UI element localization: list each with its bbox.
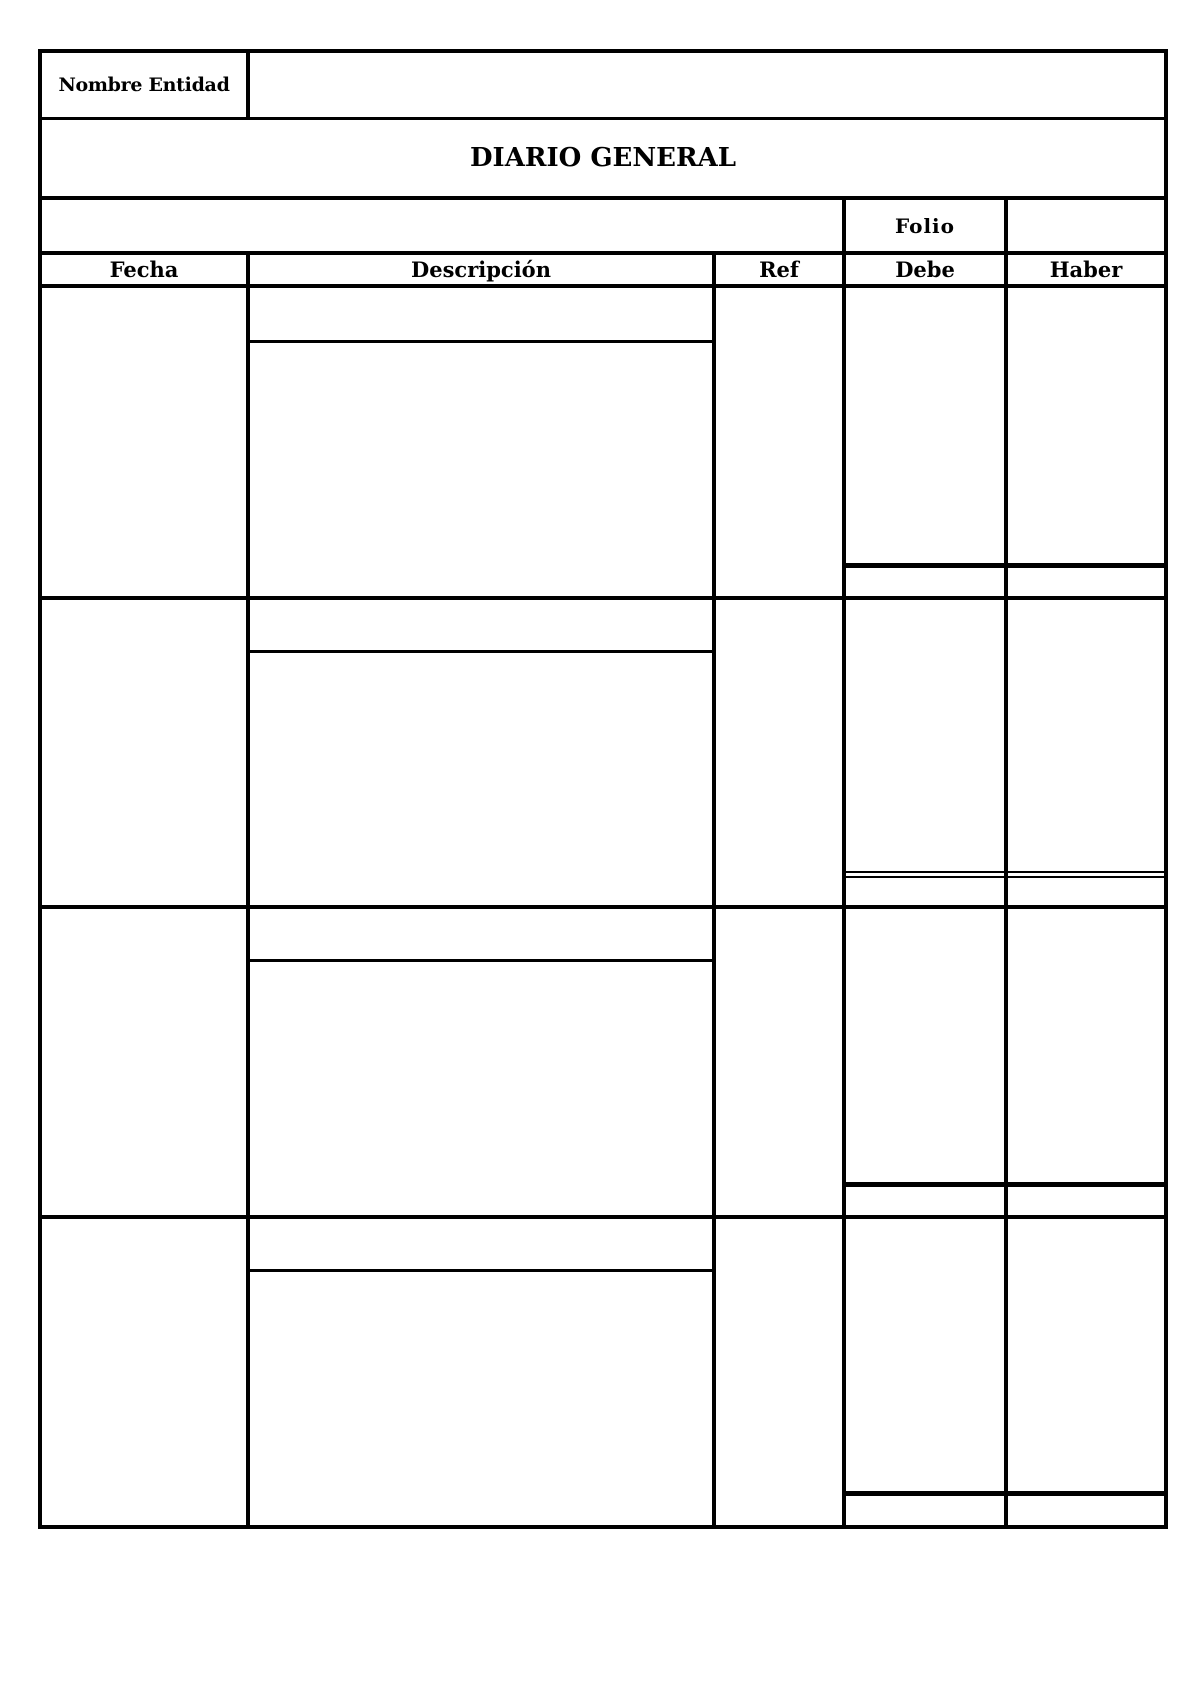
entry-fecha-field[interactable] [42,598,246,903]
entry-detalle-field[interactable] [250,344,712,594]
entry-haber-field[interactable] [1008,907,1164,1181]
column-header-descripcion: Descripción [411,257,551,282]
entry-ref-field[interactable] [716,1217,842,1522]
folio-number-field[interactable] [1008,200,1164,252]
entry-total-haber-field[interactable] [1008,568,1164,594]
entry-detalle-field[interactable] [250,654,712,903]
entry-cuenta-field[interactable] [250,907,712,959]
entry-totals-divider [846,1491,1164,1496]
entry-total-haber-field[interactable] [1008,1187,1164,1213]
entity-label: Nombre Entidad [58,74,230,96]
entry-description-divider [250,340,712,343]
entry-totals-divider [846,563,1164,568]
entry-cuenta-field[interactable] [250,288,712,340]
entry-total-debe-field[interactable] [846,568,1004,594]
entry-detalle-field[interactable] [250,963,712,1213]
entry-totals-divider [846,1182,1164,1187]
entry-totals-divider-second [846,876,1164,878]
entry-total-haber-field[interactable] [1008,1496,1164,1522]
entry-description-divider [250,959,712,962]
entry-debe-field[interactable] [846,598,1004,871]
column-header-debe: Debe [895,257,955,282]
column-header-haber: Haber [1049,257,1123,282]
entry-haber-field[interactable] [1008,598,1164,871]
entry-ref-field[interactable] [716,288,842,594]
entry-description-divider [250,1269,712,1272]
column-header-fecha: Fecha [109,257,179,282]
entry-total-haber-field[interactable] [1008,877,1164,903]
entry-ref-field[interactable] [716,907,842,1213]
entry-totals-divider [846,871,1164,873]
entry-fecha-field[interactable] [42,1217,246,1522]
entry-description-divider [250,650,712,653]
entry-cuenta-field[interactable] [250,1217,712,1269]
entry-debe-field[interactable] [846,907,1004,1181]
entry-ref-field[interactable] [716,598,842,903]
entry-total-debe-field[interactable] [846,1496,1004,1522]
entry-haber-field[interactable] [1008,1217,1164,1490]
entry-detalle-field[interactable] [250,1273,712,1522]
entry-fecha-field[interactable] [42,288,246,594]
entry-cuenta-field[interactable] [250,598,712,650]
entry-debe-field[interactable] [846,288,1004,562]
entry-total-debe-field[interactable] [846,877,1004,903]
page-title: DIARIO GENERAL [469,143,737,173]
entity-name-field[interactable] [250,53,1164,117]
entry-fecha-field[interactable] [42,907,246,1213]
folio-blank-area [42,200,842,252]
entry-debe-field[interactable] [846,1217,1004,1490]
entry-haber-field[interactable] [1008,288,1164,562]
entry-total-debe-field[interactable] [846,1187,1004,1213]
folio-label: Folio [895,214,955,238]
column-header-ref: Ref [759,257,799,282]
